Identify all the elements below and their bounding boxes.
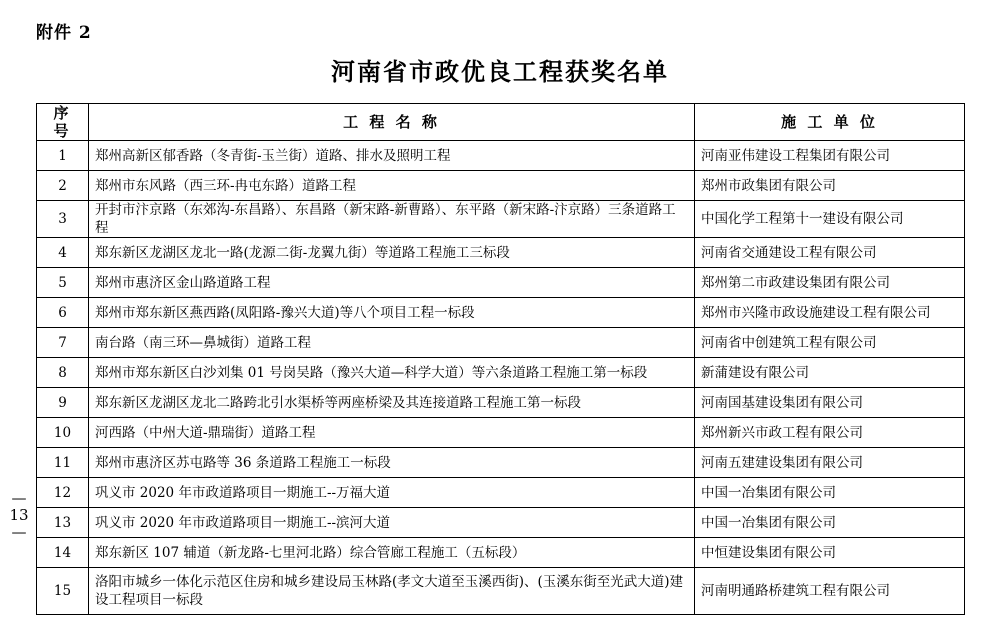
cell-index: 5 [37,268,89,298]
cell-construction-unit: 河南国基建设集团有限公司 [695,388,965,418]
cell-project-name: 南台路（南三环—鼻城街）道路工程 [89,328,695,358]
table-row [37,358,965,388]
cell-project-name: 郑州市惠济区金山路道路工程 [89,268,695,298]
cell-index: 8 [37,358,89,388]
cell-construction-unit: 中国一冶集团有限公司 [695,478,965,508]
cell-construction-unit: 新蒲建设有限公司 [695,358,965,388]
award-table-container [36,103,964,615]
cell-index: 4 [37,238,89,268]
cell-index: 1 [37,141,89,171]
cell-project-name: 巩义市 2020 年市政道路项目一期施工--万福大道 [89,478,695,508]
side-page-number-text: — 13 — [9,489,29,541]
cell-project-name: 郑州市惠济区苏屯路等 36 条道路工程施工一标段 [89,448,695,478]
column-header-unit: 施 工 单 位 [695,104,965,141]
table-row [37,298,965,328]
cell-project-name: 巩义市 2020 年市政道路项目一期施工--滨河大道 [89,508,695,538]
column-header-index: 序 号 [37,104,89,141]
table-row [37,238,965,268]
cell-construction-unit: 河南省中创建筑工程有限公司 [695,328,965,358]
cell-project-name: 郑州高新区郁香路（冬青街-玉兰街）道路、排水及照明工程 [89,141,695,171]
table-row [37,201,965,238]
cell-index: 6 [37,298,89,328]
cell-index: 11 [37,448,89,478]
cell-project-name: 郑州市郑东新区白沙刘集 01 号岗吴路（豫兴大道—科学大道）等六条道路工程施工第一标段 [89,358,695,388]
table-header-row [37,104,965,141]
award-table [36,103,965,615]
cell-project-name: 郑州市东风路（西三环-冉屯东路）道路工程 [89,171,695,201]
cell-construction-unit: 中国化学工程第十一建设有限公司 [695,201,965,238]
cell-project-name: 河西路（中州大道-鼎瑞街）道路工程 [89,418,695,448]
cell-index: 14 [37,538,89,568]
cell-construction-unit: 中国一冶集团有限公司 [695,508,965,538]
cell-index: 7 [37,328,89,358]
table-row [37,418,965,448]
cell-index: 12 [37,478,89,508]
table-row [37,508,965,538]
cell-index: 10 [37,418,89,448]
cell-index: 9 [37,388,89,418]
cell-construction-unit: 河南五建建设集团有限公司 [695,448,965,478]
cell-project-name: 郑东新区 107 辅道（新龙路-七里河北路）综合管廊工程施工（五标段） [89,538,695,568]
side-page-number [8,490,30,541]
table-row [37,328,965,358]
cell-construction-unit: 郑州市政集团有限公司 [695,171,965,201]
table-row [37,388,965,418]
cell-construction-unit: 河南亚伟建设工程集团有限公司 [695,141,965,171]
table-row [37,538,965,568]
page-title: 河南省市政优良工程获奖名单 [331,57,669,86]
table-row [37,141,965,171]
cell-project-name: 郑州市郑东新区燕西路(凤阳路-豫兴大道)等八个项目工程一标段 [89,298,695,328]
cell-project-name: 郑东新区龙湖区龙北二路跨北引水渠桥等两座桥梁及其连接道路工程施工第一标段 [89,388,695,418]
cell-construction-unit: 河南省交通建设工程有限公司 [695,238,965,268]
cell-index: 15 [37,568,89,615]
table-row [37,171,965,201]
table-row [37,448,965,478]
column-header-project: 工 程 名 称 [89,104,695,141]
cell-construction-unit: 郑州市兴隆市政设施建设工程有限公司 [695,298,965,328]
table-row [37,478,965,508]
cell-construction-unit: 河南明通路桥建筑工程有限公司 [695,568,965,615]
table-row [37,568,965,615]
cell-project-name: 郑东新区龙湖区龙北一路(龙源二街-龙翼九街）等道路工程施工三标段 [89,238,695,268]
cell-project-name: 洛阳市城乡一体化示范区住房和城乡建设局玉林路(孝文大道至玉溪西街)、(玉溪东街至光武大道)建设工程项目一标段 [89,568,695,615]
cell-construction-unit: 郑州新兴市政工程有限公司 [695,418,965,448]
table-row [37,268,965,298]
cell-construction-unit: 郑州第二市政建设集团有限公司 [695,268,965,298]
cell-index: 2 [37,171,89,201]
cell-index: 3 [37,201,89,238]
cell-construction-unit: 中恒建设集团有限公司 [695,538,965,568]
cell-index: 13 [37,508,89,538]
cell-project-name: 开封市汴京路（东郊沟-东昌路）、东昌路（新宋路-新曹路）、东平路（新宋路-汴京路）三条道路工程 [89,201,695,238]
table-body [37,141,965,615]
attachment-label: 附件 2 [36,23,92,43]
